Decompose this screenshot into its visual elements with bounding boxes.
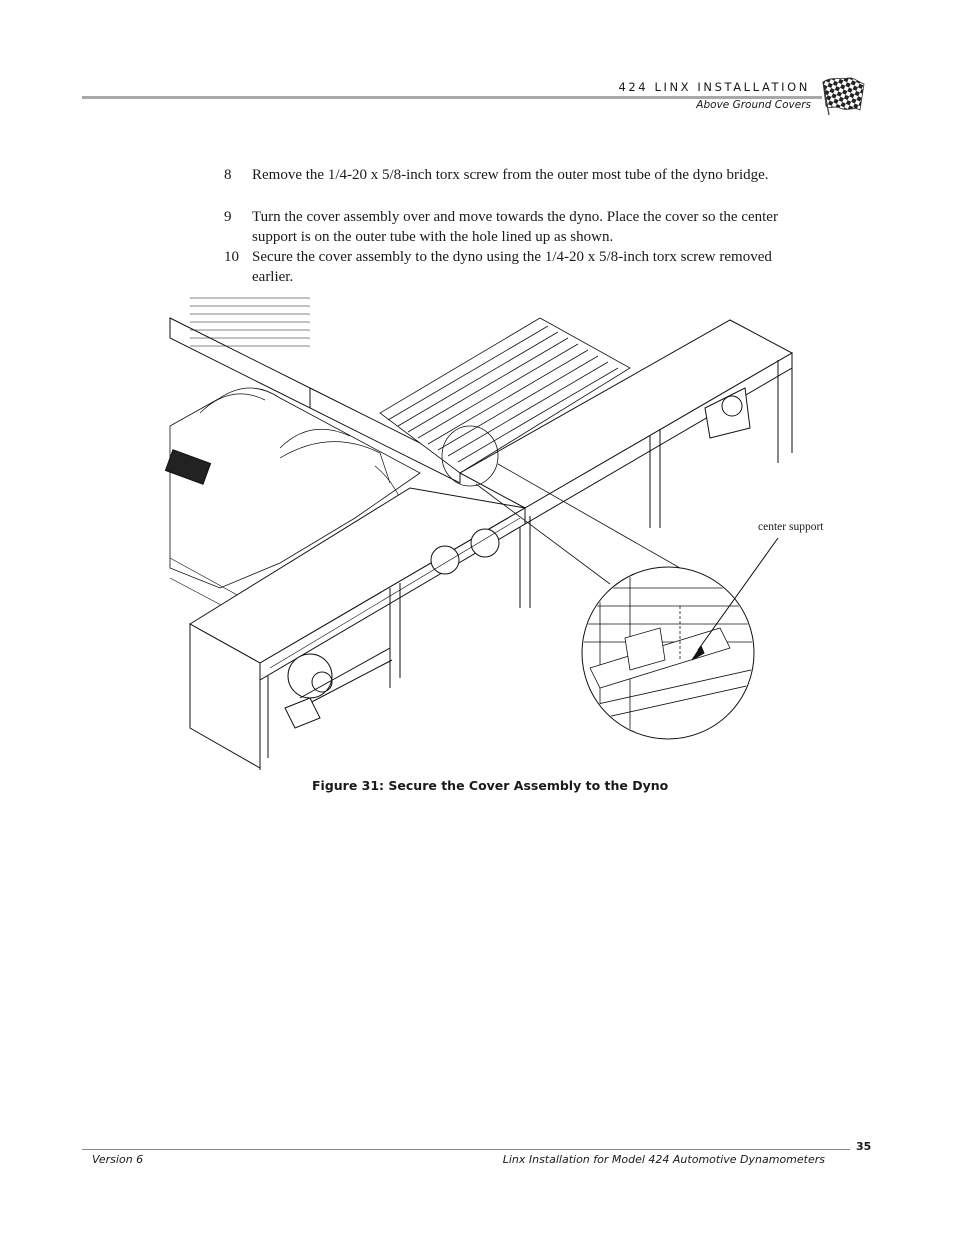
step-text: Secure the cover assembly to the dyno using the 1/4-20 x 5/8-inch torx screw removed earlier. xyxy=(252,249,772,285)
header-title: 424 LINX INSTALLATION xyxy=(618,80,810,94)
figure-caption: Figure 31: Secure the Cover Assembly to the Dyno xyxy=(312,778,669,793)
footer-rule xyxy=(82,1149,850,1150)
center-support-label: center support xyxy=(758,521,824,533)
header-subtitle: Above Ground Covers xyxy=(696,99,811,111)
step-number: 8 xyxy=(224,167,232,183)
step-text: Remove the 1/4-20 x 5/8-inch torx screw from the outer most tube of the dyno bridge. xyxy=(252,167,769,183)
step-number: 9 xyxy=(224,209,232,225)
dyno-cover-assembly-drawing xyxy=(160,288,810,774)
detail-inset xyxy=(580,558,760,748)
step-text: Turn the cover assembly over and move towards the dyno. Place the cover so the center support is on the outer tube with the hole lined up as shown. xyxy=(252,209,778,245)
step-9 xyxy=(224,208,814,247)
checkered-flag-icon xyxy=(820,74,866,116)
step-10 xyxy=(224,248,814,287)
page-number: 35 xyxy=(856,1140,872,1153)
step-8 xyxy=(224,166,814,186)
step-number: 10 xyxy=(224,249,239,265)
footer-document-title: Linx Installation for Model 424 Automotive Dynamometers xyxy=(502,1153,825,1166)
footer-version: Version 6 xyxy=(92,1153,144,1166)
